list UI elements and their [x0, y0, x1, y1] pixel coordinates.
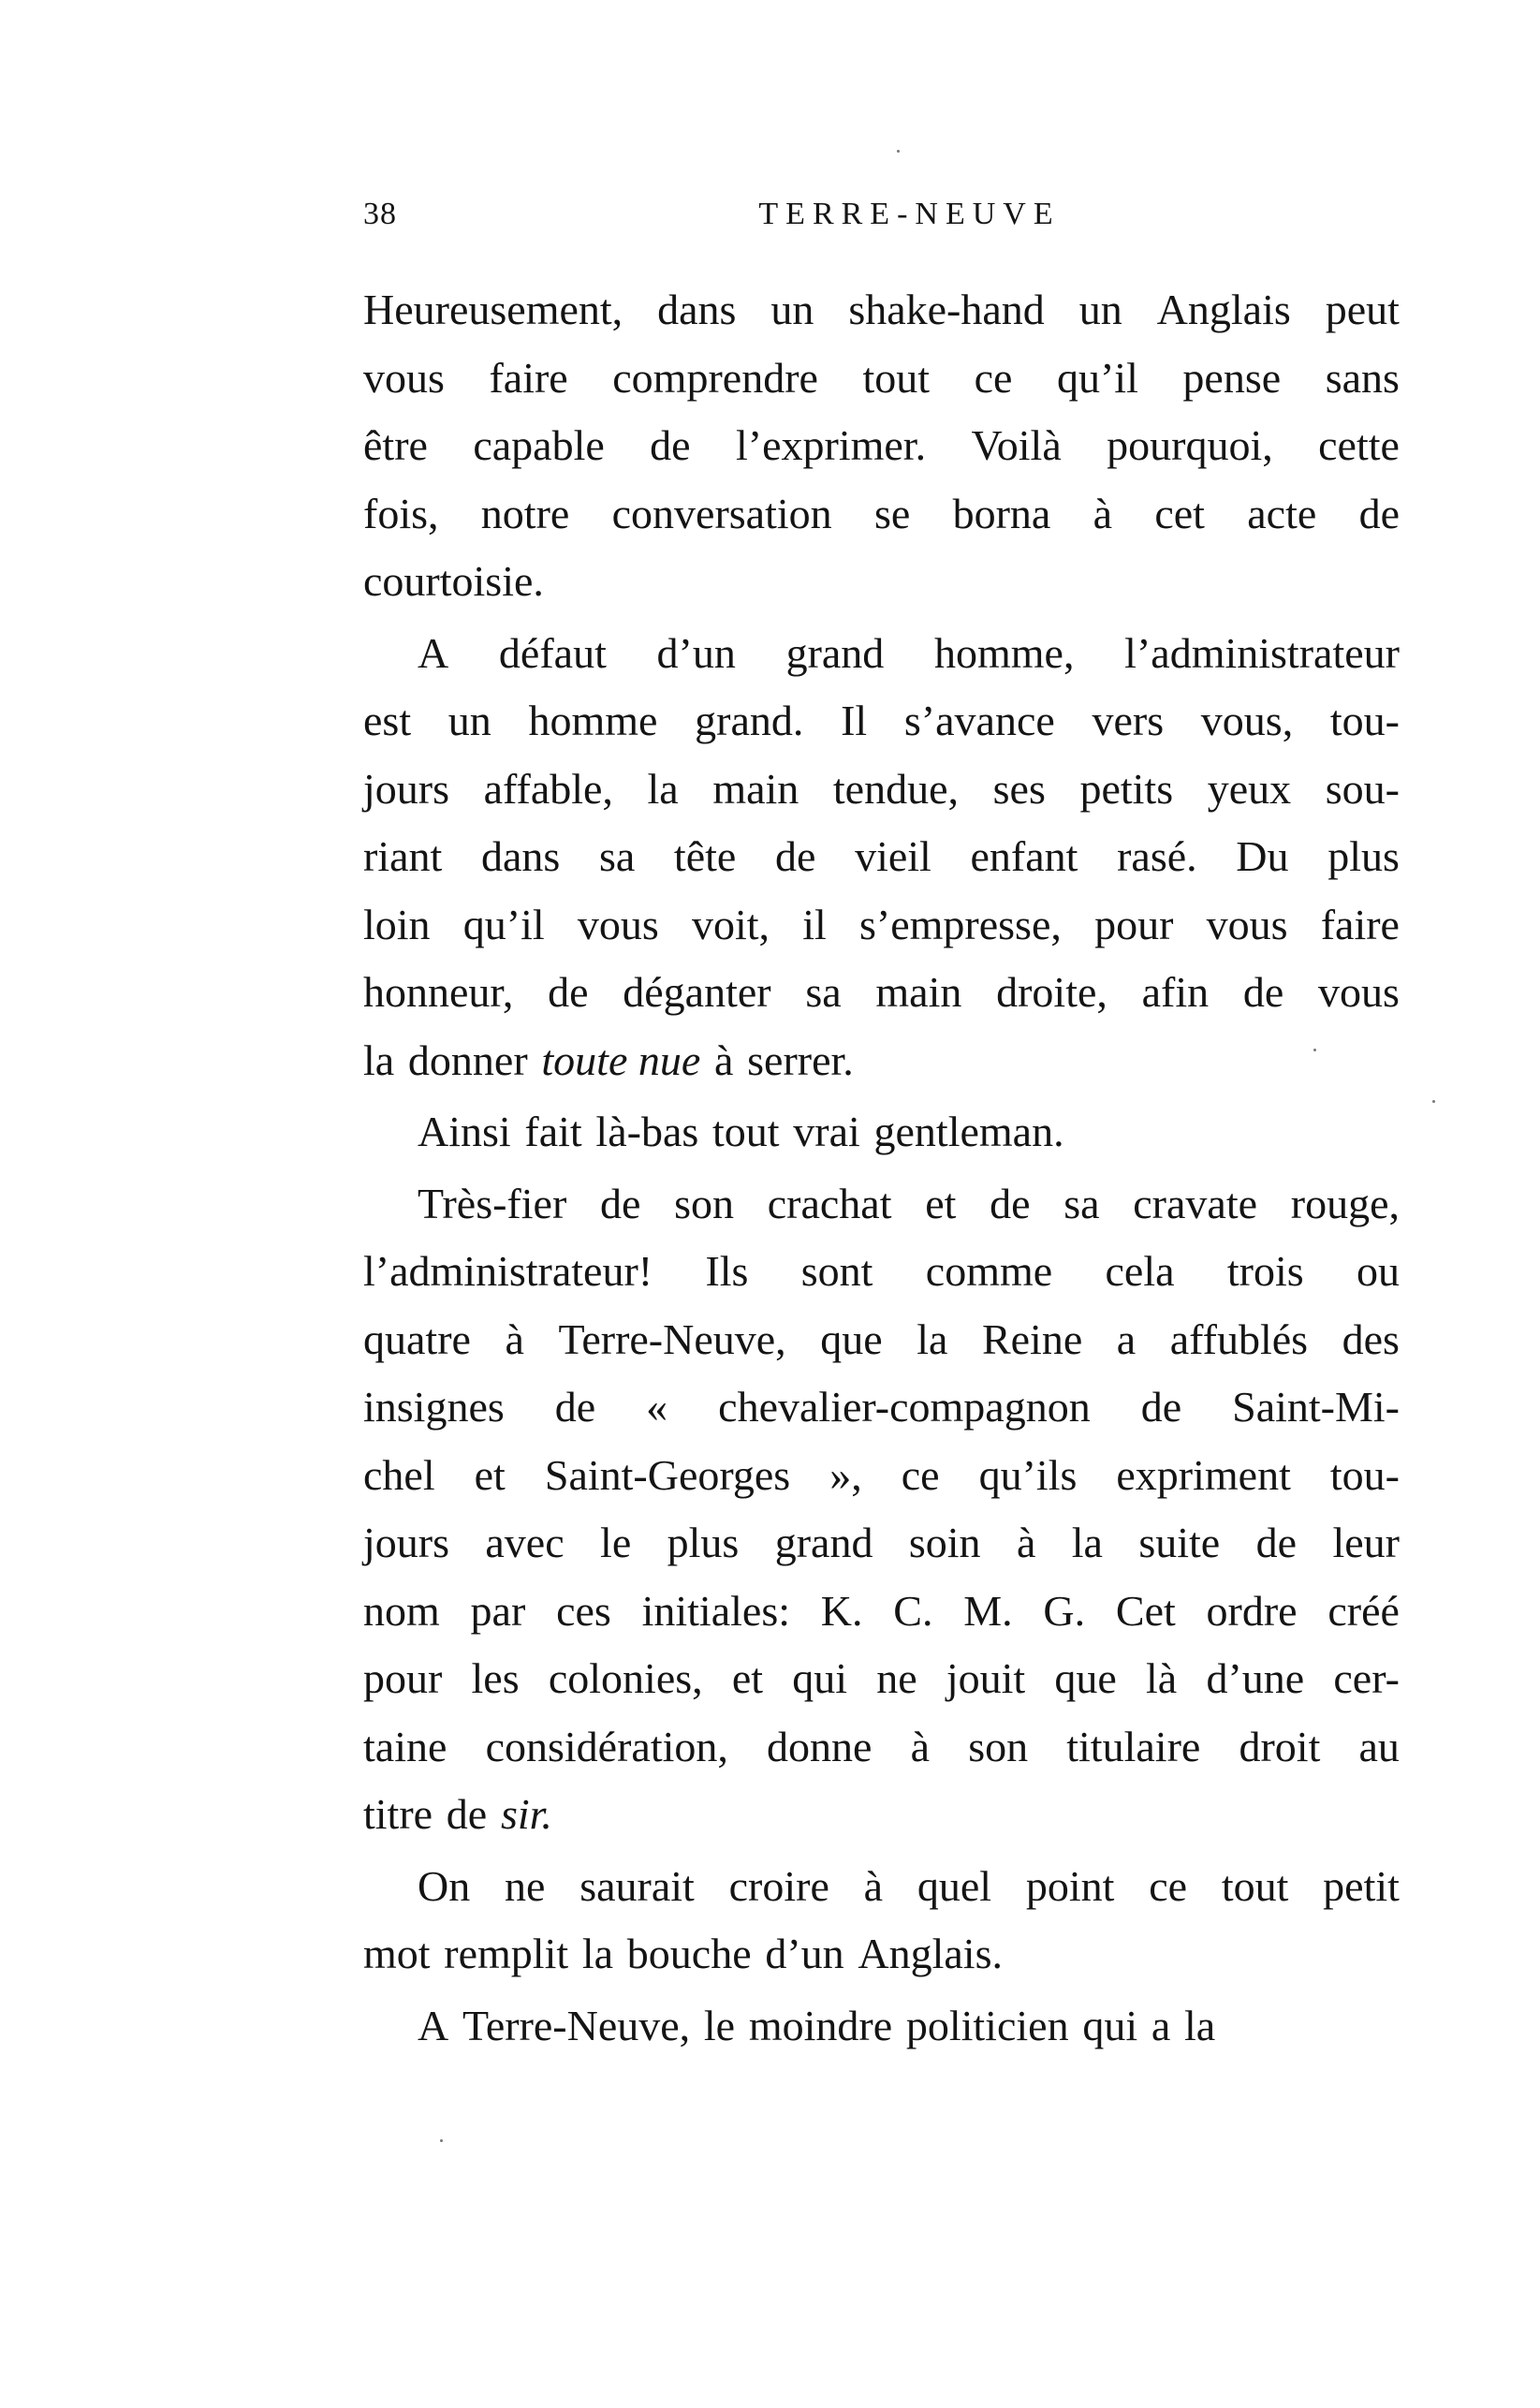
word: bouche [626, 1930, 752, 1977]
word: jouit [946, 1654, 1026, 1702]
word: et [925, 1179, 957, 1227]
word: là [1146, 1654, 1178, 1702]
word: acte [1247, 489, 1317, 537]
word: cer- [1333, 1654, 1400, 1702]
word: tête [673, 832, 737, 880]
word: expriment [1116, 1450, 1291, 1499]
word: affublés [1169, 1314, 1309, 1363]
word: à [714, 1035, 734, 1084]
word: Très-fier [418, 1179, 567, 1227]
word: l’exprimer. [735, 421, 927, 469]
word: déganter [623, 968, 771, 1016]
word: les [471, 1654, 520, 1702]
word: fait [524, 1108, 582, 1155]
word: un [770, 286, 814, 333]
word: serrer. [747, 1035, 854, 1084]
scan-speck [1313, 1049, 1316, 1051]
word: initiales: [641, 1586, 790, 1635]
text-line [363, 1853, 1400, 1921]
word: Ils [705, 1247, 749, 1295]
word: politicien [905, 2001, 1069, 2049]
scan-speck [440, 2139, 443, 2142]
word: au [1358, 1722, 1400, 1770]
word: il [802, 900, 827, 948]
word: conversation [611, 489, 832, 537]
text-line [363, 891, 1400, 960]
word: tou- [1329, 697, 1400, 744]
paragraph [363, 620, 1400, 1095]
text-line [363, 1920, 1400, 1989]
word: vers [1092, 697, 1165, 744]
word: sou- [1325, 764, 1400, 813]
word: d’un [656, 628, 736, 677]
word: faire [1320, 900, 1400, 948]
word: tout [711, 1108, 780, 1155]
word: dans [657, 286, 737, 333]
word: colonies, [548, 1654, 703, 1702]
page-number: 38 [363, 197, 397, 231]
scan-speck [1432, 1100, 1435, 1103]
word: quel [917, 1861, 992, 1910]
paragraph [363, 1098, 1400, 1167]
word: K. [820, 1586, 863, 1635]
word: d’un [765, 1930, 844, 1977]
word: là-bas [595, 1108, 699, 1155]
text-line [363, 1992, 1400, 2061]
word: qui [1082, 2001, 1138, 2049]
word: taine [363, 1722, 447, 1770]
word: un [447, 697, 491, 744]
word: vous [363, 353, 445, 402]
word: tout [862, 353, 931, 402]
word: G. [1043, 1586, 1086, 1635]
word: que [820, 1314, 883, 1363]
word: loin [363, 900, 431, 948]
word: à [1016, 1519, 1036, 1566]
word: que [1054, 1654, 1117, 1702]
word: Reine [981, 1314, 1083, 1363]
word: petits [1079, 764, 1174, 813]
word: vous [577, 900, 659, 948]
paragraph [363, 1853, 1400, 1989]
word: affable, [483, 764, 613, 813]
word: cela [1105, 1247, 1175, 1295]
text-line [363, 548, 1400, 616]
word: petit [1323, 1861, 1400, 1910]
text-line [363, 1373, 1400, 1442]
word: sa [1063, 1179, 1100, 1227]
word: grand. [695, 697, 804, 744]
word: cet [1154, 489, 1205, 537]
word: donne [767, 1722, 873, 1770]
word: et [731, 1654, 764, 1702]
word: son [968, 1722, 1029, 1770]
word: rouge, [1290, 1179, 1400, 1227]
word: la [1183, 2001, 1216, 2049]
word: comprendre [612, 353, 818, 402]
word: jours [363, 764, 449, 813]
word: vous [1317, 968, 1400, 1016]
word: pourquoi, [1107, 421, 1273, 469]
word: qui [792, 1654, 848, 1702]
word: Il [841, 697, 868, 744]
word: considération, [485, 1722, 728, 1770]
body-text [363, 276, 1400, 2060]
word: ne [505, 1861, 546, 1910]
word: On [418, 1861, 471, 1910]
word: de [446, 1790, 488, 1838]
word: grand [785, 628, 885, 677]
word: Heureusement, [363, 286, 623, 333]
word: de [774, 832, 816, 880]
word: Anglais [1156, 286, 1291, 333]
word: sa [598, 832, 636, 880]
word: courtoisie. [363, 557, 544, 605]
word: capable [473, 421, 605, 469]
word: à [1093, 489, 1113, 537]
word: crachat [767, 1179, 892, 1227]
text-line [363, 1713, 1400, 1782]
word: se [873, 489, 911, 537]
word: fois, [363, 489, 439, 537]
word: homme, [934, 628, 1075, 677]
word: la [1071, 1519, 1103, 1566]
word: tendue, [832, 764, 960, 813]
word: tou- [1329, 1450, 1400, 1499]
word: chevalier-compagnon [718, 1383, 1091, 1431]
paragraph [363, 1170, 1400, 1849]
word: le [703, 2001, 736, 2049]
word: cravate [1133, 1179, 1258, 1227]
word: afin [1141, 968, 1210, 1016]
word: faire [489, 353, 568, 402]
word: de [1255, 1519, 1298, 1566]
running-title: TERRE-NEUVE [758, 197, 1061, 231]
word: être [363, 421, 428, 469]
word: dans [480, 832, 561, 880]
word: voit, [691, 900, 770, 948]
word: sans [1325, 353, 1400, 402]
word: la [581, 1930, 614, 1977]
word: s’avance [903, 697, 1055, 744]
word: insignes [363, 1383, 505, 1431]
word: de [599, 1179, 641, 1227]
word: Anglais. [858, 1930, 1003, 1977]
word: borna [952, 489, 1051, 537]
word: C. [893, 1586, 933, 1635]
text-line [363, 1170, 1400, 1239]
word: droit [1239, 1722, 1321, 1770]
word: donner [407, 1035, 528, 1084]
word: croire [728, 1861, 829, 1910]
word: sont [800, 1247, 873, 1295]
word: créé [1327, 1586, 1400, 1635]
word: de [1140, 1383, 1182, 1431]
word: des [1342, 1314, 1400, 1363]
word: shake-hand [848, 286, 1045, 333]
word: sa [805, 968, 842, 1016]
word: ce [974, 353, 1013, 402]
word: de [990, 1179, 1031, 1227]
text-line [363, 959, 1400, 1027]
word: yeux [1207, 764, 1292, 813]
word: pour [1094, 900, 1174, 948]
word: A [418, 628, 449, 677]
text-line [363, 1027, 1400, 1095]
word: nom [363, 1586, 440, 1635]
word: est [363, 697, 412, 744]
word: grand [774, 1519, 873, 1566]
word: et [474, 1450, 506, 1499]
word: à [863, 1861, 884, 1910]
text-line [363, 823, 1400, 891]
word: ne [876, 1654, 917, 1702]
word: de [650, 421, 691, 469]
text-line [363, 756, 1400, 824]
word: droite, [996, 968, 1107, 1016]
word: avec [485, 1519, 565, 1566]
word: de [1242, 968, 1284, 1016]
word: la [363, 1035, 395, 1084]
word: jours [363, 1519, 449, 1566]
word: plus [1327, 832, 1400, 880]
word: remplit [444, 1930, 569, 1977]
word: a [1151, 2001, 1171, 2049]
word: à [505, 1314, 524, 1363]
word: cette [1318, 421, 1400, 469]
word: mot [363, 1930, 431, 1977]
word: de [554, 1383, 596, 1431]
word: A [418, 2001, 449, 2049]
word: point [1025, 1861, 1115, 1910]
word: qu’il [462, 900, 545, 948]
word: la [917, 1314, 948, 1363]
text-line [363, 480, 1400, 549]
word: rasé. [1117, 832, 1197, 880]
text-line [363, 276, 1400, 345]
word: ou [1356, 1247, 1400, 1295]
word: vous, [1200, 697, 1294, 744]
word: peut [1325, 286, 1400, 333]
word: gentleman. [873, 1108, 1064, 1155]
word: l’administrateur! [363, 1247, 653, 1295]
text-line [363, 1306, 1400, 1374]
word: son [674, 1179, 735, 1227]
word: riant [363, 832, 443, 880]
word: main [875, 968, 962, 1016]
word: Cet [1115, 1586, 1176, 1635]
text-line [363, 1098, 1400, 1167]
word: vieil [855, 832, 931, 880]
word: moindre [748, 2001, 893, 2049]
word: d’une [1206, 1654, 1305, 1702]
text-line [363, 1238, 1400, 1306]
word: le [600, 1519, 632, 1566]
word: Du [1236, 832, 1289, 880]
word: de [548, 968, 589, 1016]
word: un [1078, 286, 1122, 333]
word: leur [1332, 1519, 1400, 1566]
word: l’administrateur [1124, 628, 1400, 677]
word: Saint-Mi- [1232, 1383, 1400, 1431]
word: homme [528, 697, 658, 744]
text-line [363, 1578, 1400, 1646]
word: soin [908, 1519, 981, 1566]
word: pense [1182, 353, 1282, 402]
word: ses [992, 764, 1046, 813]
running-head [363, 197, 1400, 243]
word: vrai [793, 1108, 860, 1155]
word: « [646, 1383, 668, 1431]
word: enfant [970, 832, 1078, 880]
word: qu’il [1056, 353, 1138, 402]
text-line [363, 1509, 1400, 1578]
word: plus [667, 1519, 740, 1566]
italic-word: sir. [500, 1790, 552, 1838]
word: pour [363, 1654, 443, 1702]
word: tout [1221, 1861, 1289, 1910]
word: titre [363, 1790, 433, 1838]
scan-speck [897, 150, 900, 153]
word: défaut [498, 628, 607, 677]
paragraph [363, 1992, 1400, 2061]
word: saurait [579, 1861, 695, 1910]
text-line [363, 412, 1400, 480]
text-line [363, 620, 1400, 688]
word: par [470, 1586, 526, 1635]
word: Terre-Neuve, [558, 1314, 786, 1363]
word: titulaire [1066, 1722, 1201, 1770]
word: ces [556, 1586, 611, 1635]
word: à [910, 1722, 931, 1770]
word: vous [1206, 900, 1288, 948]
text-line [363, 1781, 1400, 1849]
word: s’empresse, [859, 900, 1062, 948]
word: ordre [1206, 1586, 1298, 1635]
word: qu’ils [978, 1450, 1078, 1499]
word: main [712, 764, 799, 813]
word: trois [1226, 1247, 1304, 1295]
word: Voilà [971, 421, 1062, 469]
word: notre [480, 489, 570, 537]
word: », [829, 1450, 862, 1499]
word: a [1116, 1314, 1137, 1363]
word: de [1358, 489, 1400, 537]
text-line [363, 1645, 1400, 1713]
word: ce [901, 1450, 940, 1499]
word: honneur, [363, 968, 514, 1016]
text-line [363, 345, 1400, 413]
text-line [363, 1442, 1400, 1510]
word: M. [963, 1586, 1013, 1635]
word: quatre [363, 1314, 471, 1363]
word: Ainsi [418, 1108, 511, 1155]
word: Saint-Georges [544, 1450, 791, 1499]
text-line [363, 687, 1400, 756]
italic-word: toute nue [541, 1035, 701, 1084]
paragraph [363, 276, 1400, 616]
word: suite [1138, 1519, 1221, 1566]
word: chel [363, 1450, 435, 1499]
word: comme [925, 1247, 1053, 1295]
word: ce [1149, 1861, 1188, 1910]
word: la [647, 764, 679, 813]
word: Terre-Neuve, [462, 2001, 691, 2049]
